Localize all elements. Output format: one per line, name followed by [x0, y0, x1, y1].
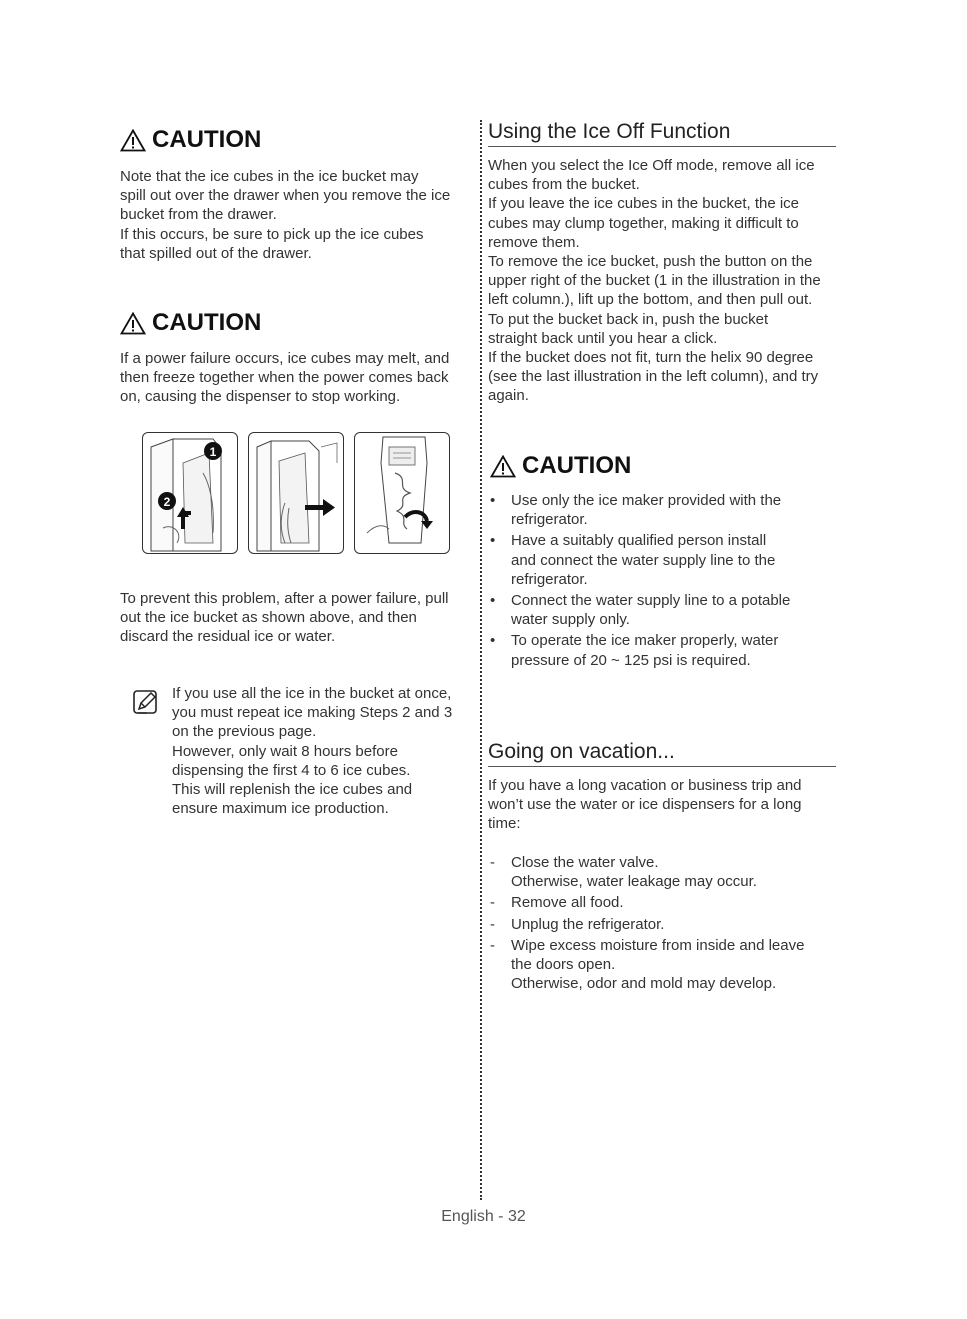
column-divider	[480, 120, 482, 1200]
list-item: • Use only the ice maker provided with the refrigerator.	[488, 491, 836, 529]
illustration-press-button	[142, 432, 238, 554]
note-pencil-icon	[131, 688, 161, 718]
illustration-turn-helix	[354, 432, 450, 554]
caution-heading-3	[490, 452, 631, 480]
ice-off-section-title: Using the Ice Off Function	[488, 120, 836, 147]
warning-icon	[490, 455, 516, 478]
list-item: • To operate the ice maker properly, water pressure of 20 ~ 125 psi is required.	[488, 631, 836, 669]
figure-label-1: 1	[209, 445, 217, 459]
caution-text-1: Note that the ice cubes in the ice bucket may spill out over the drawer when you remove the ice bucket from the drawer. If this occurs, be sure to pick up the ice cubes that spilled out of the drawer.	[120, 168, 451, 262]
vacation-section-title: Going on vacation...	[488, 740, 836, 767]
warning-icon	[120, 129, 146, 152]
list-item: - Unplug the refrigerator.	[488, 915, 836, 934]
figure-label-2: 2	[163, 495, 171, 509]
caution-title-2: CAUTION	[152, 309, 262, 336]
vacation-intro: If you have a long vacation or business trip and won’t use the water or ice dispensers for a long time:	[488, 777, 802, 833]
power-failure-instructions: To prevent this problem, after a power failure, pull out the ice bucket as shown above, and then discard the residual ice or water.	[120, 590, 449, 646]
caution-heading-2	[120, 309, 261, 337]
warning-icon	[120, 312, 146, 335]
list-item: • Connect the water supply line to a potable water supply only.	[488, 591, 836, 629]
list-item: - Close the water valve. Otherwise, water leakage may occur.	[488, 853, 836, 891]
caution-title-1: CAUTION	[152, 126, 262, 153]
caution-text-2: If a power failure occurs, ice cubes may melt, and then freeze together when the power comes back on, causing the dispenser to stop working.	[120, 350, 450, 406]
ice-bucket-illustrations	[142, 432, 446, 554]
vacation-list	[488, 853, 836, 995]
ice-off-text: When you select the Ice Off mode, remove all ice cubes from the bucket. If you leave the ice cubes in the bucket, the ice cubes may clump together, making it difficult to remove them. To remove the ice bucket, push the button on the upper right of the bucket (1 in the illustration in the left column.), lift up the bottom, and then pull out. To put the bucket back in, push the bucket straight back until you hear a click. If the bucket does not fit, turn the helix 90 degree (see the last illustration in the left column), and try again.	[488, 157, 821, 405]
list-item: - Remove all food.	[488, 893, 836, 912]
page-footer: English - 32	[441, 1208, 526, 1225]
note-text: If you use all the ice in the bucket at once, you must repeat ice making Steps 2 and 3 on the previous page. However, only wait 8 hours before dispensing the first 4 to 6 ice cubes. This will replenish the ice cubes and ensure maximum ice production.	[172, 685, 453, 818]
illustration-pull-out	[248, 432, 344, 554]
caution-bullets	[488, 491, 836, 672]
list-item: • Have a suitably qualified person install and connect the water supply line to the refrigerator.	[488, 531, 836, 589]
list-item: - Wipe excess moisture from inside and leave the doors open. Otherwise, odor and mold may develop.	[488, 936, 836, 994]
caution-title-3: CAUTION	[522, 452, 632, 479]
caution-heading-1	[120, 126, 261, 154]
